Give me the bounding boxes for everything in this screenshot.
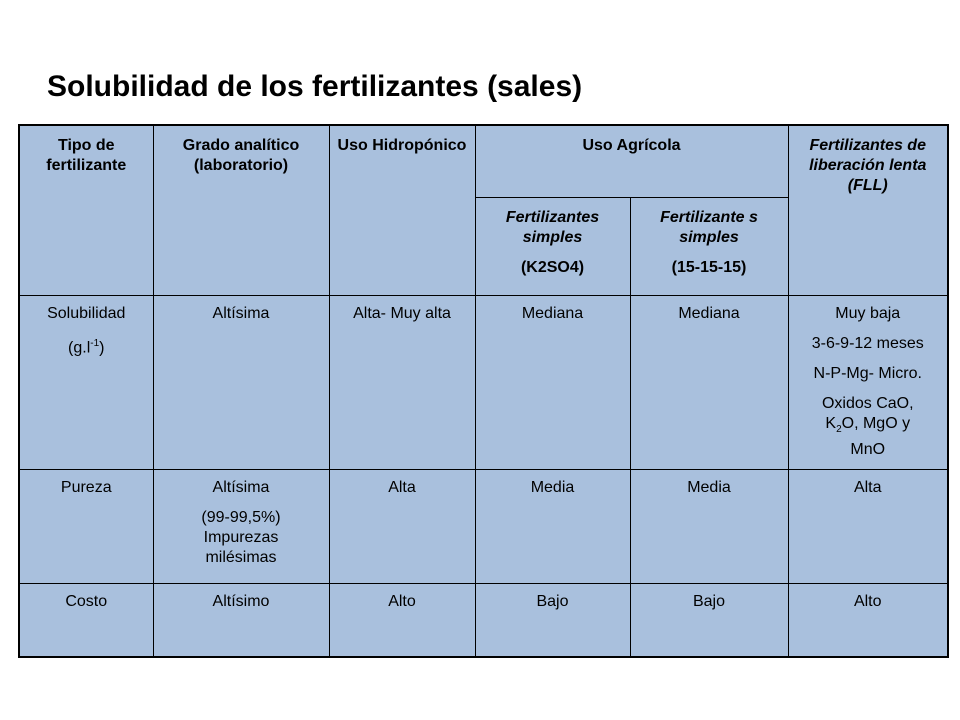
subscript: 2 (836, 423, 842, 435)
row-label-solubilidad (19, 295, 153, 469)
header-fll: Fertilizantes de liberación lenta (FLL) (788, 125, 948, 295)
header-tipo: Tipo de fertilizante (19, 125, 153, 295)
label-part: (g.l (68, 338, 91, 356)
superscript: -1 (90, 337, 100, 349)
cell: Mediana (475, 295, 630, 469)
cell: Altísimo (153, 583, 329, 657)
header-agricola: Uso Agrícola (475, 125, 788, 197)
cell: Media (475, 469, 630, 583)
fertilizer-table (18, 124, 949, 658)
header-sub-simples-1 (475, 197, 630, 295)
cell-line: (99-99,5%) (201, 508, 281, 526)
row-label-costo: Costo (19, 583, 153, 657)
cell: Alta (329, 469, 475, 583)
cell: Altísima (153, 295, 329, 469)
cell: Alto (788, 583, 948, 657)
cell-line: Altísima (212, 478, 270, 496)
sub-formula: (15-15-15) (671, 258, 747, 276)
label-part: ) (99, 338, 105, 356)
cell: Bajo (475, 583, 630, 657)
header-hidroponico: Uso Hidropónico (329, 125, 475, 295)
cell-line: Oxidos CaO, (821, 394, 914, 412)
cell-part: K (825, 414, 837, 432)
label-line: Solubilidad (47, 304, 126, 322)
cell-line: N-P-Mg- Micro. (813, 364, 922, 382)
header-grado: Grado analítico (laboratorio) (153, 125, 329, 295)
row-label-pureza: Pureza (19, 469, 153, 583)
sub-formula: (K2SO4) (520, 258, 585, 276)
cell-part: O, MgO y (841, 414, 911, 432)
cell: Media (630, 469, 788, 583)
page-title: Solubilidad de los fertilizantes (sales) (47, 70, 583, 103)
cell-line: Muy baja (835, 304, 901, 322)
table-row (19, 295, 948, 469)
cell-line: milésimas (205, 548, 277, 566)
cell: Mediana (630, 295, 788, 469)
header-sub-simples-2 (630, 197, 788, 295)
table-row (19, 583, 948, 657)
cell-line: Impurezas (203, 528, 279, 546)
table-row (19, 469, 948, 583)
cell-grado-pureza (153, 469, 329, 583)
cell-line: 3-6-9-12 meses (811, 334, 924, 352)
cell: Alta (788, 469, 948, 583)
label-line (24, 334, 149, 358)
cell-line: MnO (850, 440, 886, 458)
sub-name: Fertilizantes simples (505, 208, 600, 246)
sub-name: Fertilizante s simples (660, 208, 758, 246)
cell: Alto (329, 583, 475, 657)
cell-fll-solubilidad (788, 295, 948, 469)
cell-line (793, 414, 944, 440)
cell: Alta- Muy alta (329, 295, 475, 469)
cell: Bajo (630, 583, 788, 657)
